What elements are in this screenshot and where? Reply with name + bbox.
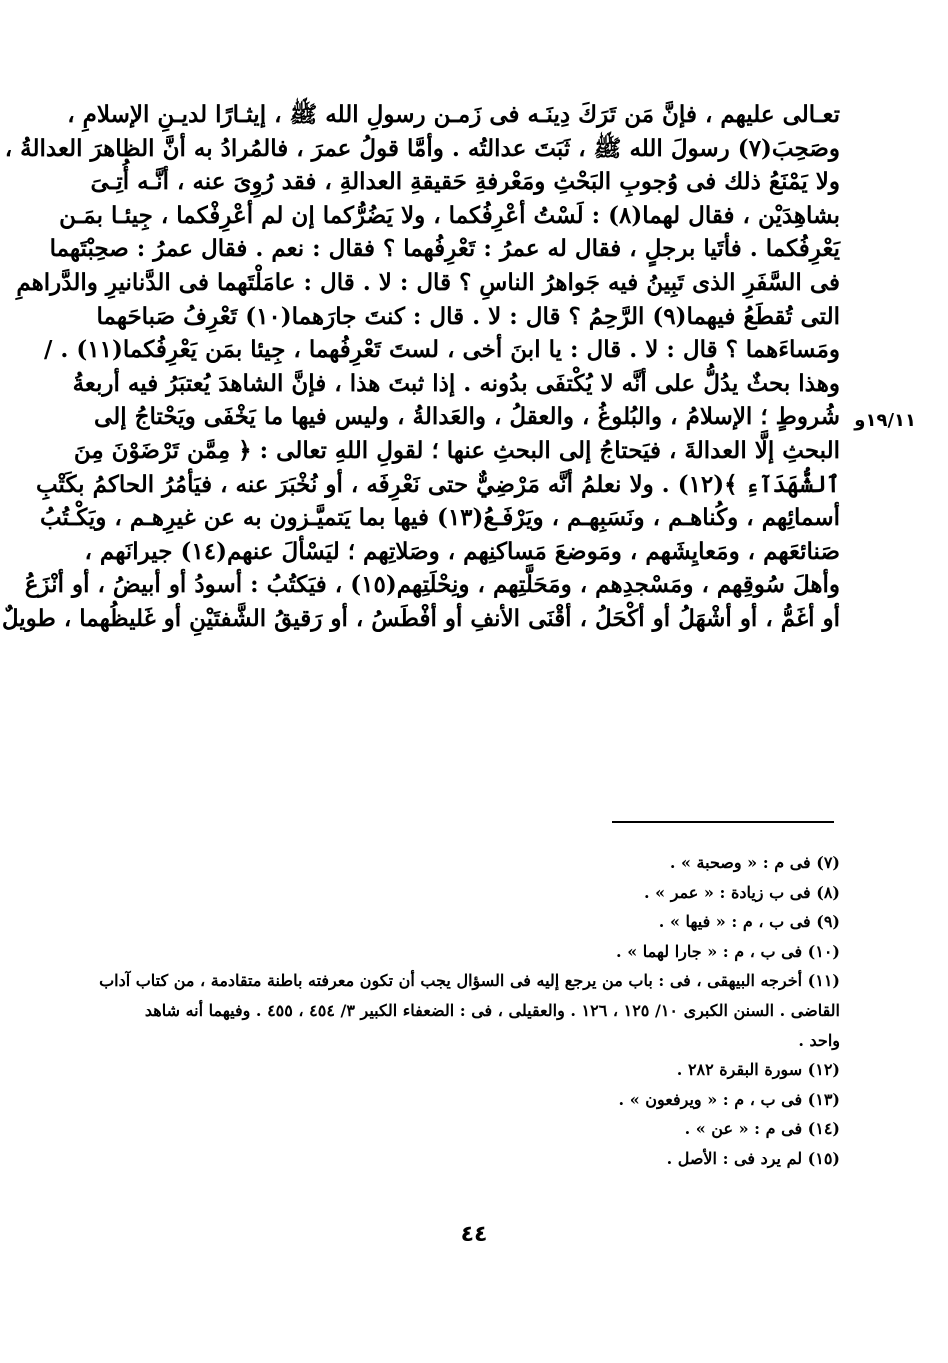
body-line: أسمائِهم ، وكُناهـم ، ونَسَبِهـم ، ويَرْفَـعُ(١٣) فيها بما يَتميَّـزون به عن غيرِهـم ، ويَكْـتُبُ	[39, 504, 840, 532]
footnote-separator	[612, 821, 834, 823]
footnote: (١٣) فى ب ، م : « ويرفعون » .	[618, 1089, 840, 1109]
body-line: وأهلَ سُوقِهم ، ومَسْجدِهم ، ومَحَلَّتِهم ، ونِحْلَتِهم(١٥) ، فيَكتُبُ : أسودُ أو أبيضُ ، أو أنْزَعُ	[24, 571, 840, 599]
footnote: (٨) فى ب زيادة : « عمر » .	[643, 882, 840, 902]
body-line: ولا يَمْنَعُ ذلك فى وُجوبِ البَحْثِ ومَعْرفةِ حَقيقةِ العدالةِ ، فقد رُوِىَ عنه ، أنَّـه أُتِـىَ	[90, 168, 840, 196]
body-line: ومَساءَهما ؟ قال : لا . قال : يا ابنَ أخى ، لستَ تَعْرِفُهما ، جِيئا بمَن يَعْرِفُكما(١١) . /	[43, 336, 840, 364]
page-number: ٤٤	[460, 1222, 488, 1247]
footnote: (١١) أخرجه البيهقى ، فى : باب من يرجع إليه فى السؤال يجب أن تكون معرفته باطنة متقادمة ، من كتاب آداب	[99, 971, 840, 991]
body-line: التى تُقطَعُ فيهما(٩) الرَّحِمُ ؟ قال : لا . قال : كنتَ جارَهما(١٠) تَعْرِفُ صَباحَهما	[96, 302, 840, 330]
footnote: (١٠) فى ب ، م : « جارا لهما » .	[616, 941, 840, 961]
main-text-block	[1, 98, 840, 636]
footnote-continuation: القاضى . السنن الكبرى ١٠/ ١٢٥ ، ١٢٦ . والعقيلى ، فى : الضعفاء الكبير ٣/ ٤٥٤ ، ٤٥٥ . وفيهما أنه شاهد	[144, 1000, 840, 1020]
footnote: (١٢) سورة البقرة ٢٨٢ .	[676, 1060, 840, 1080]
footnote: (١٥) لم يرد فى : الأصل .	[666, 1148, 840, 1168]
footnote-continuation: واحد .	[798, 1030, 840, 1050]
body-line: أو أغَمُّ ، أو أشْهَلُ أو أكْحَلُ ، أقْنَى الأنفِ أو أفْطَسُ ، أو رَقيقُ الشَّفتَيْنِ أو غَليظُهما ، طويلٌ	[1, 604, 840, 632]
footnote: (٧) فى م : « وصحبة » .	[669, 853, 840, 872]
body-line: تعـالى عليهم ، فإنَّ مَن تَرَكَ دِينَـه فى زَمـن رسولِ الله ﷺ ، إيثـارًا لديـنِ الإسلامِ ،	[67, 101, 840, 128]
body-line: صَنائعَهم ، ومَعايِشَهم ، ومَوضعَ مَساكنِهم ، وصَلاتِهم ؛ ليَسْألَ عنهم(١٤) جيرانَهم ،	[84, 537, 840, 565]
body-line: ٱلشُّهَدَآءِ ﴾(١٢) . ولا نعلمُ أنَّه مَرْضِيٌّ حتى نَعْرِفَه ، أو نُخْبَرَ عنه ، فيَأمُرُ الحاكمُ بكَتْبِ	[35, 470, 840, 498]
body-line: البحثِ إلَّا العدالةَ ، فيَحتاجُ إلى البحثِ عنها ؛ لقولِ اللهِ تعالى : ﴿ مِمَّن تَرْضَوْنَ مِنَ	[73, 436, 840, 464]
body-line: يَعْرِفُكما . فأتَيا برجلٍ ، فقال له عمرُ : تَعْرِفُهما ؟ فقال : نعم . فقال عمرُ : صحِبْتَهما	[49, 235, 840, 263]
body-line: شُروطٍ ؛ الإسلامُ ، والبُلوغُ ، والعقلُ ، والعَدالةُ ، وليس فيها ما يَخْفَى ويَحْتاجُ إلى	[94, 403, 840, 431]
body-line: وصَحِبَ(٧) رسولَ الله ﷺ ، ثَبَتَ عدالتُه . وأمَّا قولُ عمرَ ، فالمُرادُ به أنَّ الظاهرَ العدالةُ ،	[4, 134, 840, 162]
body-line: فى السَّفَرِ الذى تَبِينُ فيه جَواهرُ الناسِ ؟ قال : لا . قال : عامَلْتَهما فى الدَّنانيرِ والدَّراهمِ	[16, 268, 840, 296]
footnote: (١٤) فى م : « عن » .	[684, 1119, 840, 1139]
body-line: بشاهِدَيْن ، فقال لهما(٨) : لَسْتُ أعْرِفُكما ، ولا يَضُرُّكما إن لم أعْرِفْكما ، جِيئـا بمَـن	[59, 201, 840, 229]
body-line: وهذا بحثٌ يدُلُّ على أنَّه لا يُكْتفَى بدُونه . إذا ثبتَ هذا ، فإنَّ الشاهدَ يُعتبَرُ فيه أربعةُ	[72, 369, 840, 397]
footnotes-block	[99, 848, 840, 1174]
manuscript-folio-marker: ١٩/١١و	[854, 410, 916, 431]
footnote: (٩) فى ب ، م : « فيها » .	[658, 912, 840, 932]
